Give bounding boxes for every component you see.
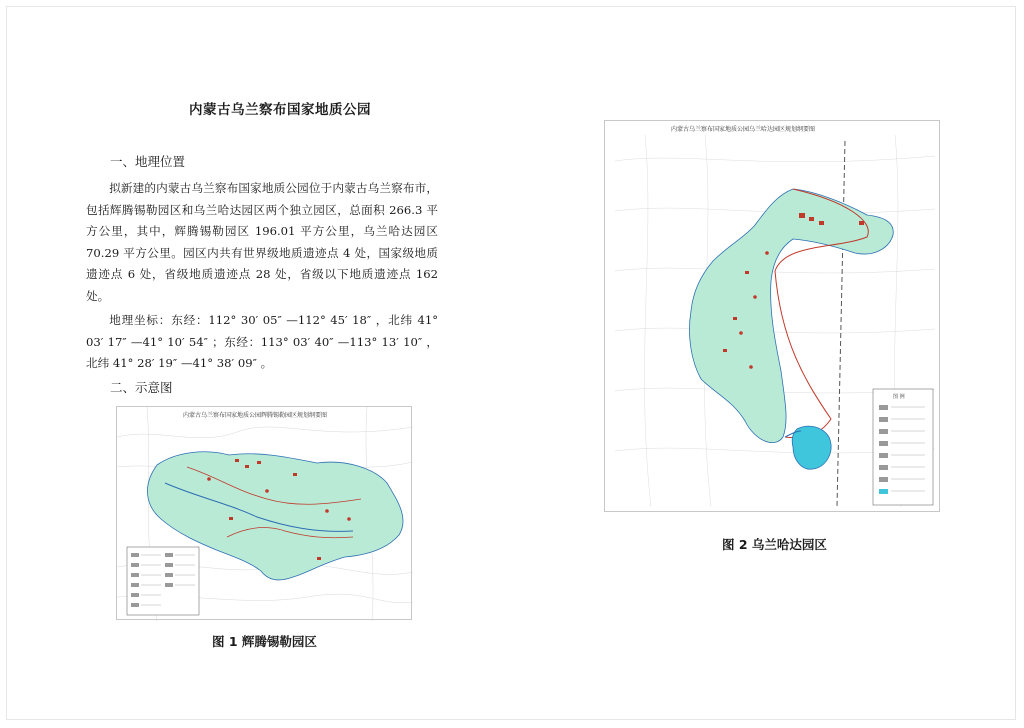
figure-wulanhada-map — [604, 120, 940, 512]
coordinates-text: 地理坐标：东经：112° 30′ 05″ —112° 45′ 18″ ，北纬 41° 03′ 17″ —41° 10′ 54″ ；东经：113° 03′ 40″ —113° 13′ 10″ ，北纬 41° 28′ 19″ —41° 38′ 09″ 。 — [86, 313, 438, 370]
page-title: 内蒙古乌兰察布国家地质公园 — [189, 102, 371, 118]
figure2-map-title: 内蒙古乌兰察布国家地质公园乌兰哈达园区规划纲要图 — [671, 126, 816, 133]
wulanhada-lake — [792, 426, 831, 469]
coordinates-paragraph — [86, 310, 438, 375]
section-heading-location: 一、地理位置 — [110, 154, 186, 169]
location-text: 拟新建的内蒙古乌兰察布国家地质公园位于内蒙古乌兰察布市，包括辉腾锡勒园区和乌兰哈达园区两个独立园区，总面积 266.3 平方公里，其中，辉腾锡勒园区 196.01 平方公里，乌兰哈达园区 70.29 平方公里。园区内共有世界级地质遗迹点 4 处，国家级地质遗迹点 6 处，省级地质遗迹点 28 处，省级以下地质遗迹点 162 处。 — [86, 181, 438, 303]
figure2-legend-title: 图 例 — [893, 394, 905, 400]
figure2-caption: 图 2 乌兰哈达园区 — [722, 537, 827, 552]
figure1-caption: 图 1 辉腾锡勒园区 — [212, 634, 317, 649]
figure1-map-title: 内蒙古乌兰察布国家地质公园辉腾锡勒园区规划纲要图 — [183, 412, 328, 419]
figure-huitengxile-map — [116, 406, 412, 620]
figure2-map-graphic — [605, 121, 941, 513]
figure1-map-graphic — [117, 407, 413, 621]
section-heading-diagram: 二、示意图 — [110, 380, 173, 395]
wulanhada-park-area — [689, 189, 893, 443]
location-paragraph — [86, 178, 438, 307]
